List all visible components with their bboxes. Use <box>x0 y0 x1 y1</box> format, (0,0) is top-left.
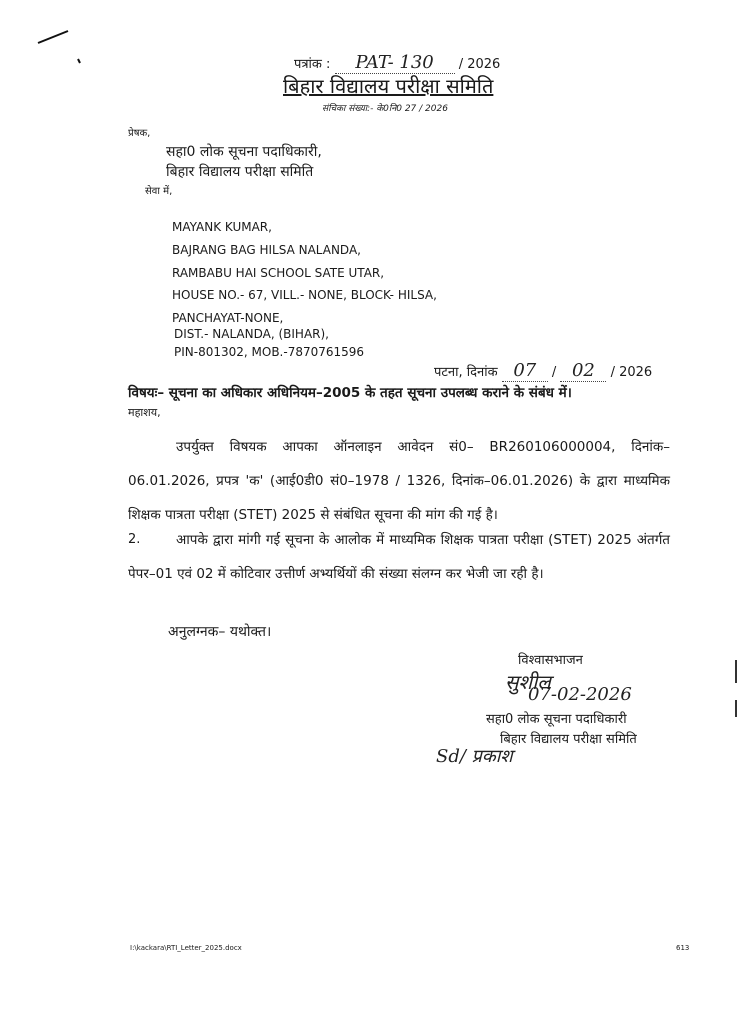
address-line: HOUSE NO.- 67, VILL.- NONE, BLOCK- HILSA, <box>172 288 437 302</box>
handwritten-signature: सुशील <box>505 670 551 694</box>
date-place-label: पटना, दिनांक <box>434 365 498 380</box>
salutation: महाशय, <box>128 406 161 419</box>
recipient-label: सेवा में, <box>145 186 173 197</box>
address-line: DIST.- NALANDA, (BIHAR), <box>174 327 329 341</box>
paragraph-1: उपर्युक्त विषयक आपका ऑनलाइन आवेदन सं0– BR260106000004, दिनांक–06.01.2026, प्रपत्र 'क' (आई0डी0 सं0–1978 / 1326, दिनांक–06.01.2026) के द्वारा माध्यमिक शिक्षक पात्रता परीक्षा (STET) 2025 से संबंधित सूचना की मांग की गई है। <box>128 439 670 523</box>
sanchika-number: संचिका संख्या:- के0नि0 27 / 2026 <box>322 104 448 114</box>
closing-designation: सहा0 लोक सूचना पदाधिकारी <box>486 712 627 727</box>
paragraph-2: आपके द्वारा मांगी गई सूचना के आलोक में माध्यमिक शिक्षक पात्रता परीक्षा (STET) 2025 अंतर्गत पेपर–01 एवं 02 में कोटिवार उत्तीर्ण अभ्यर्थियों की संख्या संलग्न कर भेजी जा रही है। <box>128 532 670 582</box>
org-title: बिहार विद्यालय परीक्षा समिति <box>283 74 494 98</box>
subject-line: विषयः– सूचना का अधिकार अधिनियम–2005 के तहत सूचना उपलब्ध कराने के संबंध में। <box>128 385 572 401</box>
handwritten-signature-date: 07-02-2026 <box>528 684 632 705</box>
margin-pen-mark <box>30 25 90 75</box>
address-line: PANCHAYAT-NONE, <box>172 311 284 325</box>
address-line: MAYANK KUMAR, <box>172 220 272 234</box>
date-year: / 2026 <box>610 365 653 380</box>
date-day: 07 <box>502 360 548 382</box>
address-line: PIN-801302, MOB.-7870761596 <box>174 345 365 359</box>
closing-org: बिहार विद्यालय परीक्षा समिति <box>500 732 637 747</box>
paragraph-2-number: 2. <box>128 532 141 547</box>
date-month: 02 <box>560 360 606 382</box>
patrank-handwritten-number: PAT- 130 <box>335 52 455 74</box>
enclosure-line: अनुलग्नक– यथोक्त। <box>168 624 272 640</box>
sender-designation: सहा0 लोक सूचना पदाधिकारी, <box>166 144 322 160</box>
sender-org: बिहार विद्यालय परीक्षा समिति <box>166 164 314 180</box>
second-handwritten-signature: Sd/ प्रकाश <box>436 746 513 767</box>
patrank-label: पत्रांक : <box>294 57 331 72</box>
footer-file-path: I:\kackara\RTI_Letter_2025.docx <box>130 944 242 952</box>
sender-label: प्रेषक, <box>128 128 151 139</box>
address-line: BAJRANG BAG HILSA NALANDA, <box>172 243 361 257</box>
patrank-line <box>294 52 500 74</box>
footer-code: 613 <box>676 944 690 952</box>
closing-regards: विश्वासभाजन <box>518 653 583 668</box>
patrank-year: / 2026 <box>458 57 501 72</box>
margin-edge-mark <box>730 655 744 725</box>
address-line: RAMBABU HAI SCHOOL SATE UTAR, <box>172 266 385 280</box>
date-line: पटना, दिनांक 07 / 02 / 2026 <box>434 360 653 381</box>
